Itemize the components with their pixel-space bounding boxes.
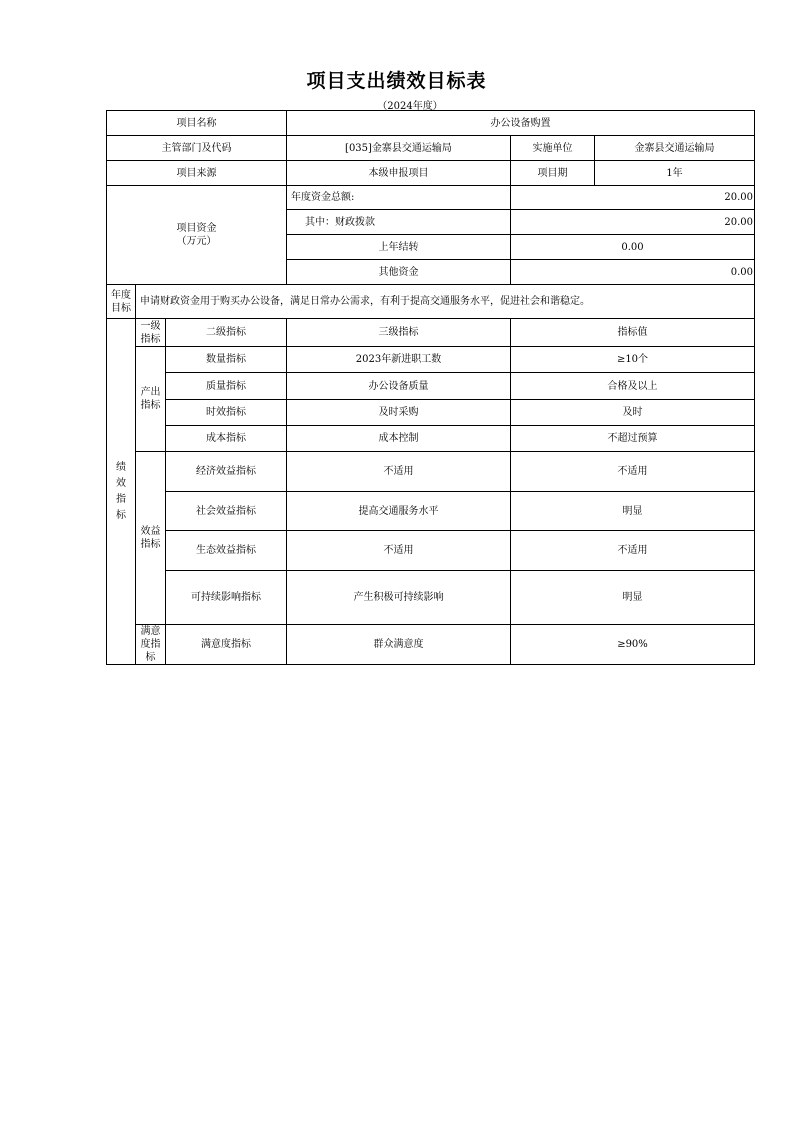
output-level3: 及时采购	[287, 400, 511, 426]
table-row	[107, 373, 755, 400]
output-value: 合格及以上	[511, 373, 755, 400]
value-header: 指标值	[511, 319, 755, 347]
funds-other-value: 0.00	[511, 260, 755, 285]
period-value: 1年	[595, 161, 755, 186]
level1-header-line1: 一级	[140, 320, 161, 332]
output-value: ≥10个	[511, 347, 755, 373]
benefit-level2: 社会效益指标	[166, 492, 287, 531]
page-title: 项目支出绩效目标表	[306, 70, 487, 92]
funds-fiscal-value: 20.00	[511, 210, 755, 235]
table-row	[107, 452, 755, 492]
annual-goal-label	[107, 285, 136, 319]
department-value: [035]金寨县交通运输局	[287, 136, 511, 161]
level1-header	[136, 319, 166, 347]
table-row	[107, 347, 755, 373]
annual-goal-label-line1: 年度	[111, 289, 131, 301]
benefit-level3: 不适用	[287, 452, 511, 492]
fiscal-year: （2024年度）	[377, 101, 443, 112]
level3-header: 三级指标	[287, 319, 511, 347]
implementer-value: 金寨县交通运输局	[595, 136, 755, 161]
funds-total-value: 20.00	[511, 186, 755, 210]
output-level2: 质量指标	[166, 373, 287, 400]
funds-total-row	[107, 186, 755, 210]
table-row	[107, 531, 755, 571]
satisfaction-label-line1: 满意	[140, 626, 161, 637]
implementer-label: 实施单位	[511, 136, 595, 161]
output-level2: 时效指标	[166, 400, 287, 426]
funds-carryover-value: 0.00	[511, 235, 755, 260]
funds-unit: （万元）	[176, 236, 217, 247]
table-row	[107, 625, 755, 665]
project-name-value: 办公设备购置	[287, 111, 755, 136]
output-value: 及时	[511, 400, 755, 426]
benefit-level3: 提高交通服务水平	[287, 492, 511, 531]
benefit-level2: 可持续影响指标	[166, 571, 287, 625]
benefit-value: 不适用	[511, 531, 755, 571]
project-name-row	[107, 111, 755, 136]
table-row	[107, 426, 755, 452]
funds-total-label: 年度资金总额:	[287, 186, 511, 210]
satisfaction-level3: 群众满意度	[287, 625, 511, 665]
performance-indicator-section: 绩 效 指 标	[107, 319, 136, 665]
benefit-indicator-label	[136, 452, 166, 625]
benefit-value: 明显	[511, 492, 755, 531]
satisfaction-value: ≥90%	[511, 625, 755, 665]
benefit-value: 明显	[511, 571, 755, 625]
table-row	[107, 400, 755, 426]
department-label: 主管部门及代码	[107, 136, 287, 161]
source-value: 本级申报项目	[287, 161, 511, 186]
satisfaction-label-line3: 标	[145, 652, 156, 663]
satisfaction-label-line2: 度指	[140, 639, 161, 650]
performance-target-table	[106, 110, 755, 665]
funds-fiscal-label: 其中：财政拨款	[287, 210, 511, 235]
output-level2: 成本指标	[166, 426, 287, 452]
benefit-label-line2: 指标	[140, 539, 161, 550]
annual-goal-row	[107, 285, 755, 319]
source-row	[107, 161, 755, 186]
level2-header: 二级指标	[166, 319, 287, 347]
level1-header-line2: 指标	[140, 333, 161, 345]
funds-label-text: 项目资金	[176, 223, 217, 234]
output-value: 不超过预算	[511, 426, 755, 452]
funds-carryover-label: 上年结转	[287, 235, 511, 260]
benefit-level3: 不适用	[287, 531, 511, 571]
table-row	[107, 492, 755, 531]
source-label: 项目来源	[107, 161, 287, 186]
project-name-label: 项目名称	[107, 111, 287, 136]
indicator-header-row	[107, 319, 755, 347]
benefit-label-line1: 效益	[140, 526, 161, 537]
department-row	[107, 136, 755, 161]
annual-goal-text: 申请财政资金用于购买办公设备，满足日常办公需求，有利于提高交通服务水平，促进社会和谐稳定。	[136, 285, 755, 319]
period-label: 项目期	[511, 161, 595, 186]
output-indicator-label	[136, 347, 166, 452]
output-label-line1: 产出	[140, 387, 161, 398]
output-level2: 数量指标	[166, 347, 287, 373]
satisfaction-indicator-label	[136, 625, 166, 665]
benefit-level2: 经济效益指标	[166, 452, 287, 492]
output-level3: 2023年新进职工数	[287, 347, 511, 373]
benefit-level2: 生态效益指标	[166, 531, 287, 571]
funds-label	[107, 186, 287, 285]
output-level3: 成本控制	[287, 426, 511, 452]
benefit-level3: 产生积极可持续影响	[287, 571, 511, 625]
output-level3: 办公设备质量	[287, 373, 511, 400]
funds-other-label: 其他资金	[287, 260, 511, 285]
table-row	[107, 571, 755, 625]
output-label-line2: 指标	[140, 400, 161, 411]
annual-goal-label-line2: 目标	[111, 302, 131, 314]
benefit-value: 不适用	[511, 452, 755, 492]
satisfaction-level2: 满意度指标	[166, 625, 287, 665]
